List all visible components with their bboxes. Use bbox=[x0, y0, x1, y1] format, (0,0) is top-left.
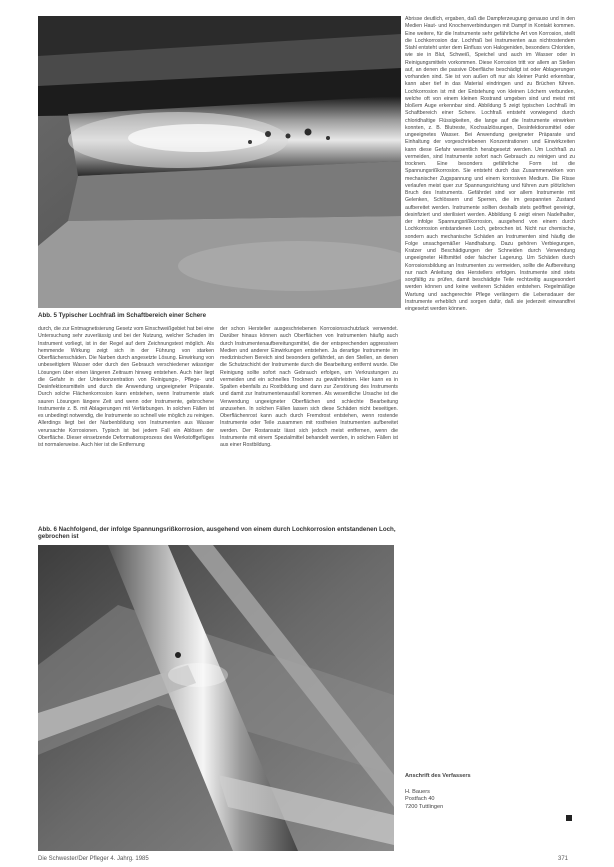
address-line: H. Bauers bbox=[405, 788, 430, 795]
scissors-closeup-image bbox=[38, 16, 401, 308]
author-address bbox=[405, 773, 575, 811]
figure-6-caption: Abb. 6 Nachfolgend, der infolge Spannungsrißkorrosion, ausgehend von einem durch Lochkorrosion entstandenen Loch, gebrochen ist bbox=[38, 526, 396, 541]
text-column-left bbox=[38, 326, 214, 518]
address-heading: Anschrift des Verfassers bbox=[405, 773, 471, 779]
address-line: 7200 Tuttlingen bbox=[405, 803, 444, 810]
figure-6-photo bbox=[38, 545, 394, 851]
end-mark bbox=[566, 815, 572, 821]
text-column-middle bbox=[220, 326, 398, 518]
figure-5-caption: Abb. 5 Typischer Lochfraß im Schaftbereich einer Schere bbox=[38, 312, 207, 319]
figure-5-photo bbox=[38, 16, 401, 308]
paragraph: durch, die zur Entmagnetisierung Gesetz vom Einschweißgebiet hat bei eine Untersuchung sehr zuverlässig und bei der Nutzung, welcher Schaden im Instrument vorliegt, ist in der Regel auf dem Zeichnungstext möglich. Als hemmende Wirkung zeigt sich in der Führung von starken Oberflächenschäden. Die Narben durch angesetzte Lösung. Einwirkung von unbeseitigtem Wasser oder durch den Gebrauch verschiedener wässriger Lösungen über einen längeren Zeitraum hinweg entstehen. Auch hier liegt die Gefahr in der Unterkonzentration von Reinigungs-, Pflege- und Desinfektionsmitteln und durch die Anwendung ungeeigneter Präparate. Durch solche Flächenkorrosion kann entstehen, wenn Instrumente stark sauren Lösungen längere Zeit und wenn oder Instrumente, gebrochene Instrumente z. B. mit Ablagerungen mit Verfärbungen. In solchen Fällen ist es unbedingt notwendig, die Instrumente so schnell wie möglich zu reinigen. Allerdings liegt bei der Narbenbildung von Instrumenten aus Wasser verursachte Korrosionen. Typisch ist bei jedem Fall ein Ablösen der Oberfläche. Dieser einsetzende Deformationsprozess des Werkstoffgefüges ist normalerweise. Auch hier ist die Entfernung bbox=[38, 326, 214, 448]
journal-footer: Die Schwester/Der Pfleger 4. Jahrg. 1985 bbox=[38, 856, 149, 862]
paragraph: Abrisse deutlich, ergaben, daß die Dampferzeugung genauso und in den Medien Haut- und Knochenverbindungen mit Dampf in Kontakt kommen. Eine weitere, für die Instrumente sehr gefährliche Art von Korrosion, stellt die Lochkorrosion dar. Lochfraß bei Instrumenten aus nichtrostendem Stahl entsteht unter dem Einfluss von Halogeniden, besonders Chloriden, wie sie in Blut, Schweiß, Speichel und auch im Wasser oder in Reinigungsmitteln vorkommen. Diese Korrosion tritt vor allem an Stellen auf, an denen die passive Oberfläche beschädigt ist oder Ablagerungen vorhanden sind. Sie ist von außen oft nur als kleiner Punkt erkennbar, kann aber tief in das Material eindringen und zu Brüchen führen. Lochkorrosion ist mit der Entstehung von kleinen Löchern verbunden, welche oft von einem kleinen Rostrand umgeben sind und meist mit bloßem Auge erkennbar sind. Abbildung 5 zeigt typischen Lochfraß im Schaftbereich einer Schere. Lochfraß entsteht vorwiegend durch chloridhaltige Flüssigkeiten, die lange auf die Instrumente einwirken konnten, z. B. Blutreste, Kochsalzlösungen, Desinfektionsmittel oder ungeeignetes Wasser. Bei Anwendung geeigneter Präparate und Einhaltung der vorgeschriebenen Konzentrationen und Einwirkzeiten kann diese Gefahr wesentlich herabgesetzt werden. Um Lochfraß zu vermeiden, sind Instrumente sofort nach Gebrauch zu reinigen und zu trocknen. Eine besonders gefährliche Form ist die Spannungsrißkorrosion. Sie entsteht durch das Zusammenwirken von mechanischer Zugspannung und einem korrosiven Medium. Die Risse verlaufen meist quer zur Spannungsrichtung und führen zum plötzlichen Bruch des Instruments. Gefährdet sind vor allem Instrumente mit Gelenken, Schlössern und Sperren, die im gespannten Zustand aufbereitet werden. Instrumente sollten deshalb stets geöffnet gereinigt, desinfiziert und sterilisiert werden. Abbildung 6 zeigt einen Nadelhalter, der infolge Spannungsrißkorrosion, ausgehend von einem durch Lochkorrosion entstandenen Loch, gebrochen ist. Nicht nur chemische, sondern auch mechanische Schäden an Instrumenten sind häufig die Folge unsachgemäßer Handhabung. Dazu gehören Verbiegungen, Kratzer und Beschädigungen der Schneiden durch Verwendung ungeeigneter Hilfsmittel oder falscher Lagerung. Um Schäden durch Korrosionsbildung an Instrumenten zu vermeiden, sollte die Aufbereitung nur nach Anleitung des Herstellers erfolgen. Instrumente sind stets sorgfältig zu prüfen, damit beschädigte Teile rechtzeitig ausgesondert werden können und keine weiteren Schäden entstehen. Regelmäßige Wartung und sachgerechte Pflege verlängern die Lebensdauer der Instrumente erheblich und sorgen dafür, daß sie jederzeit einwandfrei eingesetzt werden können. bbox=[405, 16, 575, 312]
text-column-right bbox=[405, 16, 575, 764]
paragraph: der schon Hersteller ausgeschriebenen Korrosionsschutzlack verwendet. Darüber hinaus können auch Oberflächen von Instrumenten häufig auch durch Instrumentenaufbereitungsmittel, die der entsprechenden aggressiven Medien und anderer Einwirkungen entstehen. Ja derartige Instrumente im medizinischen Bereich sind besonders gefährdet, an den Stellen, an denen die Schutzschicht der Instrumente durch die Bearbeitung entfernt wurde. Die Reinigung sollte sofort nach Gebrauch erfolgen, um Verkrustungen zu vermeiden und ein schnelles Trocknen zu gewährleisten. Hier kann es in Spalten ebenfalls zu Rostbildung und dann zur Zerstörung des Instruments und damit zur Instrumentenausfall kommen. Als wesentliche Ursache ist die Verwendung ungeeigneter Oberflächen und schlechte Bearbeitung anzusehen. In solchen Fällen lassen sich diese Schäden nicht beseitigen. Oberflächenrost kann auch durch Fremdrost entstehen, wenn rostende Instrumente oder Teile zusammen mit rostfreien Instrumenten aufbereitet werden. Der Rostansatz lässt sich jedoch meist entfernen, wenn die Instrumente mit einem Spezialmittel behandelt werden, in solchen Fällen ist aus einer Rostbildung. bbox=[220, 326, 398, 448]
page-number: 371 bbox=[558, 856, 569, 862]
address-line: Postfach 40 bbox=[405, 796, 435, 803]
needle-holder-image bbox=[38, 545, 394, 851]
